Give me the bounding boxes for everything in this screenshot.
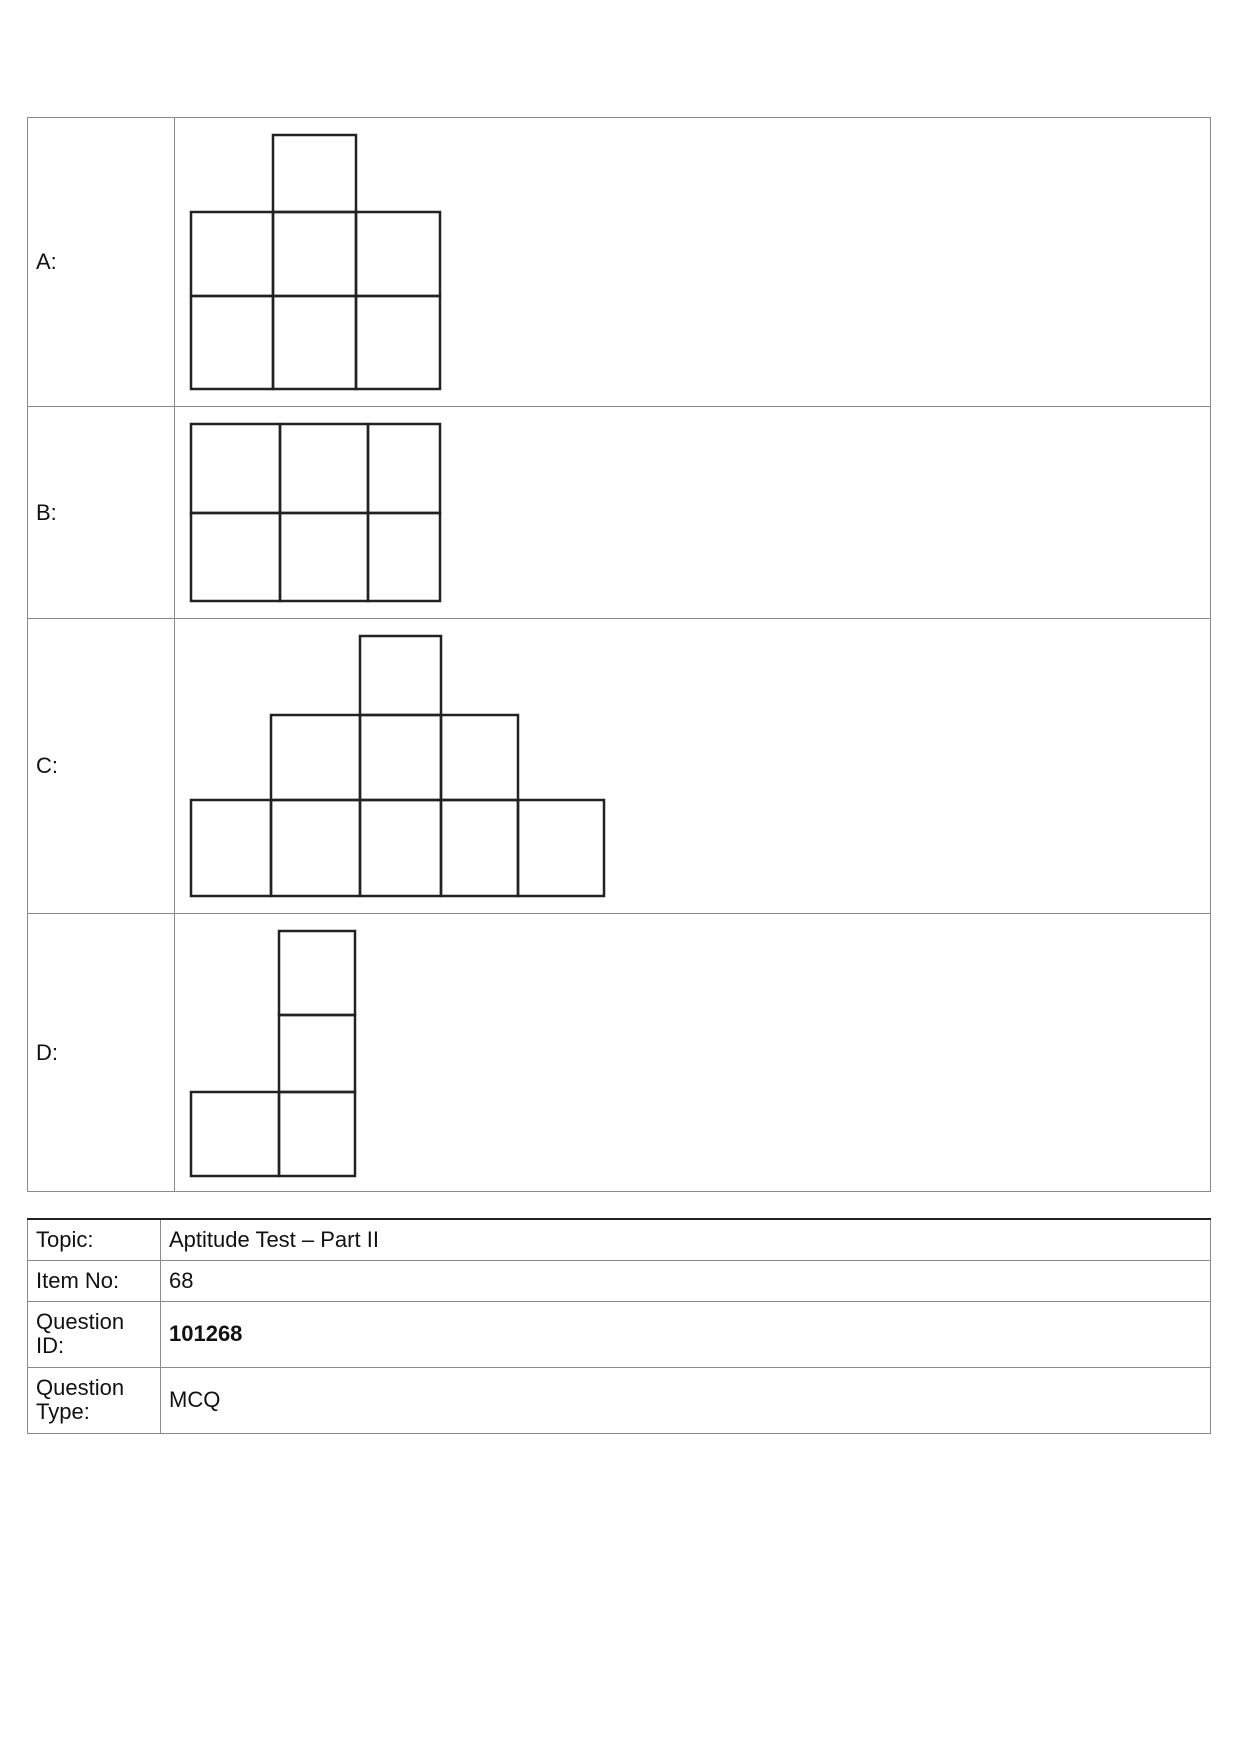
square xyxy=(273,212,356,296)
square xyxy=(279,1092,355,1176)
question-id-label xyxy=(28,1301,161,1367)
square xyxy=(279,931,355,1015)
meta-row-question-type xyxy=(28,1367,1211,1433)
question-type-label-line2: Type: xyxy=(36,1399,90,1424)
square xyxy=(271,715,360,800)
option-row-d xyxy=(28,914,1211,1192)
square xyxy=(279,1015,355,1092)
option-label-a: A: xyxy=(28,118,175,407)
question-id-label-line2: ID: xyxy=(36,1333,65,1358)
option-label-b: B: xyxy=(28,407,175,619)
option-d-figure xyxy=(175,914,395,1191)
option-c-figure xyxy=(175,619,635,913)
option-row-c xyxy=(28,619,1211,914)
square xyxy=(191,424,280,513)
square xyxy=(191,800,271,896)
question-type-label-line1: Question xyxy=(36,1375,125,1400)
square xyxy=(191,513,280,601)
option-b-figure xyxy=(175,407,475,618)
topic-value: Aptitude Test – Part II xyxy=(161,1219,1211,1260)
question-type-label xyxy=(28,1367,161,1433)
option-a-figure xyxy=(175,118,475,406)
square xyxy=(356,212,440,296)
square xyxy=(191,212,273,296)
square xyxy=(518,800,604,896)
option-label-d: D: xyxy=(28,914,175,1192)
square xyxy=(273,135,356,212)
square xyxy=(441,800,518,896)
square xyxy=(368,513,440,601)
option-figure-cell-d xyxy=(175,914,1211,1192)
option-figure-cell-c xyxy=(175,619,1211,914)
square xyxy=(271,800,360,896)
square xyxy=(360,636,441,715)
square xyxy=(280,513,368,601)
question-id-value: 101268 xyxy=(161,1301,1211,1367)
question-id-label-line1: Question xyxy=(36,1309,125,1334)
option-figure-cell-a xyxy=(175,118,1211,407)
square xyxy=(273,296,356,389)
meta-row-question-id xyxy=(28,1301,1211,1367)
meta-row-item xyxy=(28,1260,1211,1301)
square xyxy=(368,424,440,513)
meta-row-topic xyxy=(28,1219,1211,1260)
square xyxy=(191,296,273,389)
option-row-b xyxy=(28,407,1211,619)
option-label-c: C: xyxy=(28,619,175,914)
square xyxy=(356,296,440,389)
square xyxy=(280,424,368,513)
options-table xyxy=(27,117,1211,1192)
square xyxy=(360,715,441,800)
option-row-a xyxy=(28,118,1211,407)
square xyxy=(191,1092,279,1176)
square xyxy=(441,715,518,800)
square xyxy=(360,800,441,896)
item-label: Item No: xyxy=(28,1260,161,1301)
item-value: 68 xyxy=(161,1260,1211,1301)
option-figure-cell-b xyxy=(175,407,1211,619)
topic-label: Topic: xyxy=(28,1219,161,1260)
question-meta-table xyxy=(27,1218,1211,1434)
question-type-value: MCQ xyxy=(161,1367,1211,1433)
